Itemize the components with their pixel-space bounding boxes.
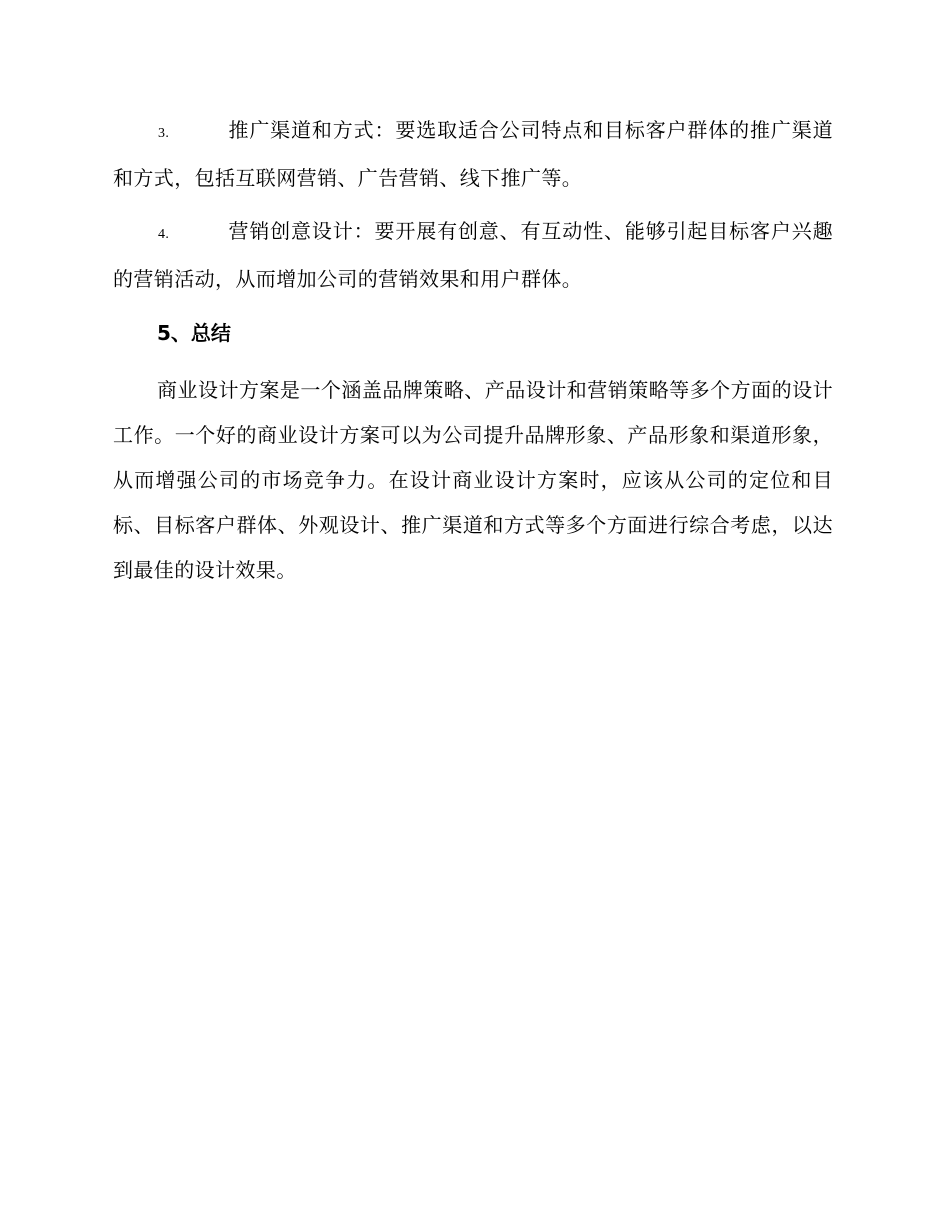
list-number-3: 3. bbox=[158, 126, 170, 141]
list-item-4-text: 营销创意设计：要开展有创意、有互动性、能够引起目标客户兴趣的营销活动，从而增加公司的营销效果和用户群体。 bbox=[113, 219, 833, 291]
list-item-4 bbox=[113, 209, 833, 302]
section-heading-summary: 5、总结 bbox=[157, 321, 231, 345]
list-number-4: 4. bbox=[158, 227, 170, 242]
list-item-3-text: 推广渠道和方式：要选取适合公司特点和目标客户群体的推广渠道和方式，包括互联网营销、广告营销、线下推广等。 bbox=[113, 118, 833, 190]
summary-paragraph: 商业设计方案是一个涵盖品牌策略、产品设计和营销策略等多个方面的设计工作。一个好的商业设计方案可以为公司提升品牌形象、产品形象和渠道形象，从而增强公司的市场竞争力。在设计商业设计方案时，应该从公司的定位和目标、目标客户群体、外观设计、推广渠道和方式等多个方面进行综合考虑，以达到最佳的设计效果。 bbox=[113, 378, 833, 582]
list-item-3 bbox=[113, 108, 833, 201]
